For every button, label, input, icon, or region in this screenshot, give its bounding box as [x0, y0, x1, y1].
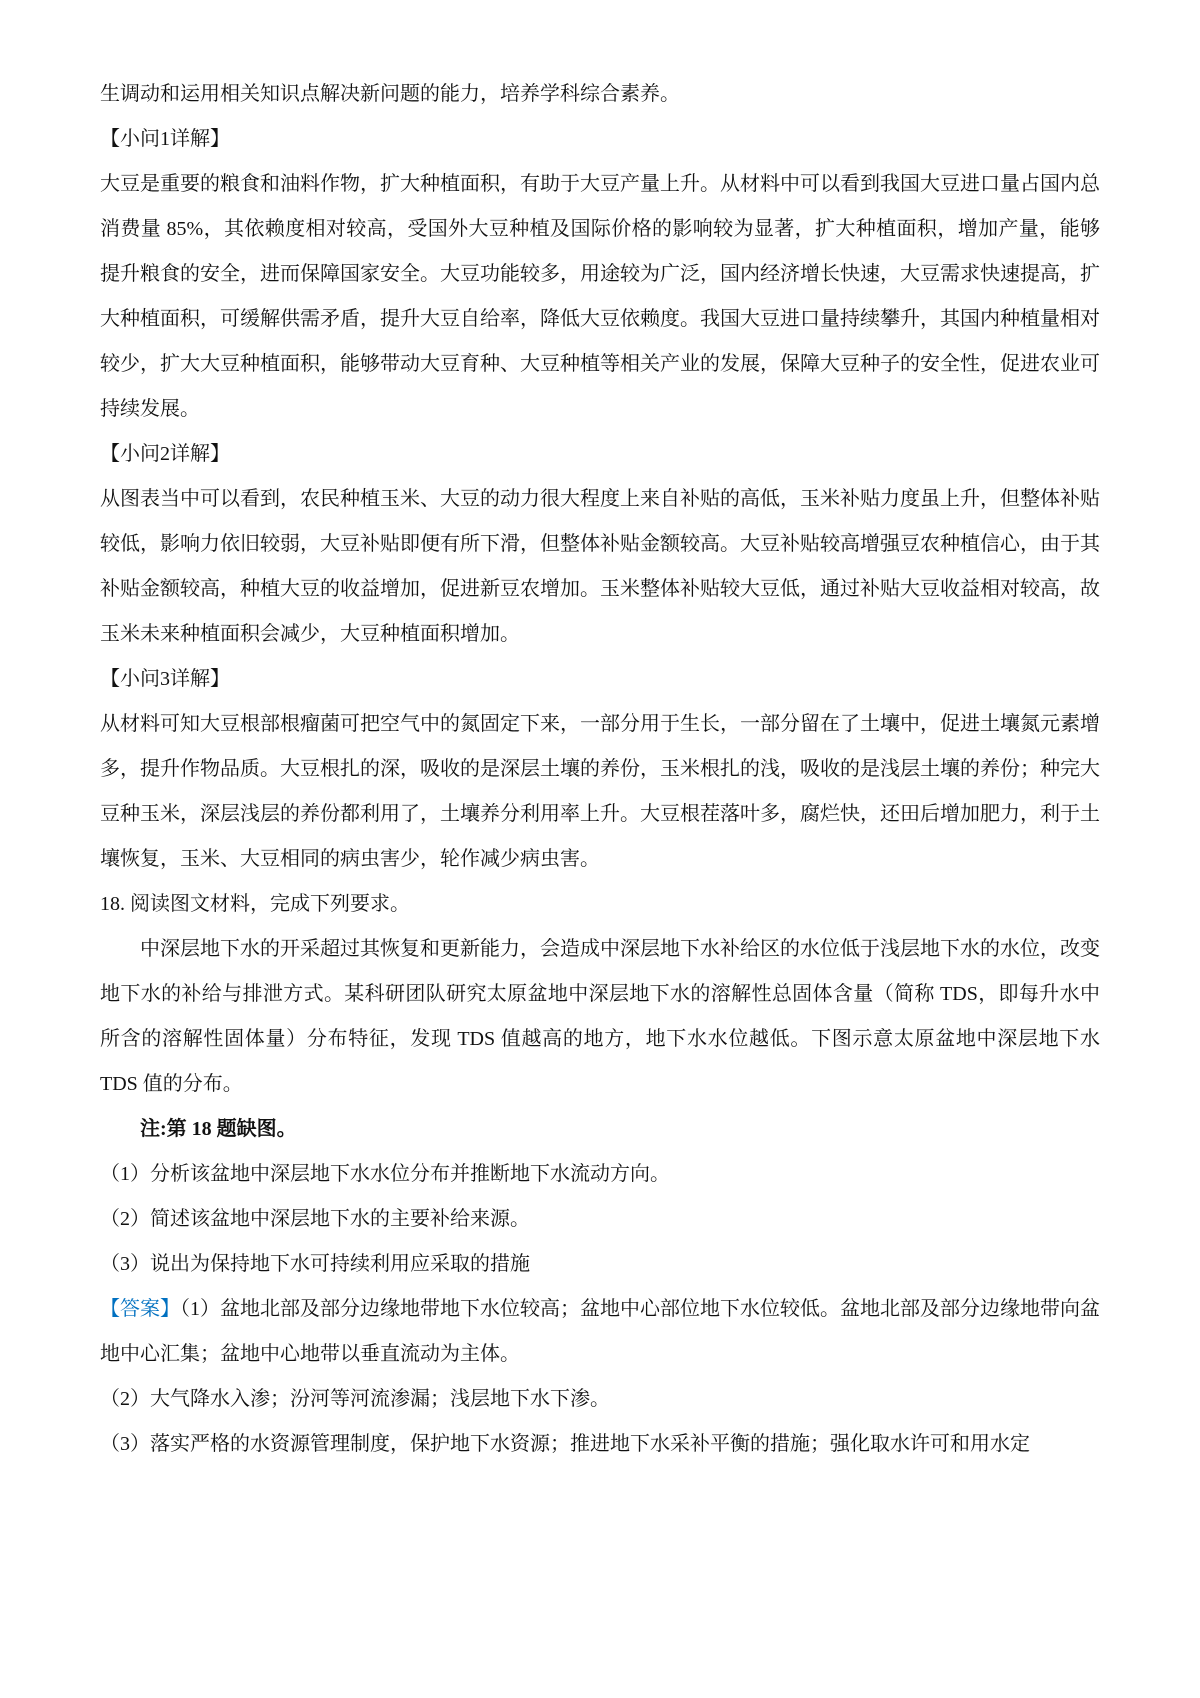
question-18-material: 中深层地下水的开采超过其恢复和更新能力，会造成中深层地下水补给区的水位低于浅层地下水的水位，改变地下水的补给与排泄方式。某科研团队研究太原盆地中深层地下水的溶解性总固体含量（简称 TDS，即每升水中所含的溶解性固体量）分布特征，发现 TDS 值越高的地方，地下水水位越低。下图示意太原盆地中深层地下水 TDS 值的分布。 [100, 938, 1100, 1095]
subquestion1-detail-body: 大豆是重要的粮食和油料作物，扩大种植面积，有助于大豆产量上升。从材料中可以看到我国大豆进口量占国内总消费量 85%，其依赖度相对较高，受国外大豆种植及国际价格的影响较为显著，扩大种植面积，增加产量，能够提升粮食的安全，进而保障国家安全。大豆功能较多，用途较为广泛，国内经济增长快速，大豆需求快速提高，扩大种植面积，可缓解供需矛盾，提升大豆自给率，降低大豆依赖度。我国大豆进口量持续攀升，其国内种植量相对较少，扩大大豆种植面积，能够带动大豆育种、大豆种植等相关产业的发展，保障大豆种子的安全性，促进农业可持续发展。 [100, 173, 1100, 420]
question-18-stem: 18. 阅读图文材料，完成下列要求。 [100, 893, 410, 915]
question-18-subquestion-3: （3）说出为保持地下水可持续利用应采取的措施 [100, 1253, 530, 1275]
continuation-text: 生调动和运用相关知识点解决新问题的能力，培养学科综合素养。 [100, 83, 680, 105]
answer-paragraph-1 [100, 1287, 1100, 1377]
question-18-subquestion-1: （1）分析该盆地中深层地下水水位分布并推断地下水流动方向。 [100, 1163, 670, 1185]
subquestion2-detail-body: 从图表当中可以看到，农民种植玉米、大豆的动力很大程度上来自补贴的高低，玉米补贴力度虽上升，但整体补贴较低，影响力依旧较弱，大豆补贴即便有所下滑，但整体补贴金额较高。大豆补贴较高增强豆农种植信心，由于其补贴金额较高，种植大豆的收益增加，促进新豆农增加。玉米整体补贴较大豆低，通过补贴大豆收益相对较高，故玉米未来种植面积会减少，大豆种植面积增加。 [100, 488, 1100, 645]
subquestion1-detail-heading: 【小问1详解】 [100, 128, 230, 150]
subquestion3-detail-body: 从材料可知大豆根部根瘤菌可把空气中的氮固定下来，一部分用于生长，一部分留在了土壤中，促进土壤氮元素增多，提升作物品质。大豆根扎的深，吸收的是深层土壤的养份，玉米根扎的浅，吸收的是浅层土壤的养份；种完大豆种玉米，深层浅层的养份都利用了，土壤养分利用率上升。大豆根茬落叶多，腐烂快，还田后增加肥力，利于土壤恢复，玉米、大豆相同的病虫害少，轮作减少病虫害。 [100, 713, 1100, 870]
answer-paragraph-3: （3）落实严格的水资源管理制度，保护地下水资源；推进地下水采补平衡的措施；强化取水许可和用水定 [100, 1433, 1030, 1455]
answer-label: 【答案】 [100, 1298, 180, 1320]
subquestion3-detail-heading: 【小问3详解】 [100, 668, 230, 690]
question-18-subquestion-2: （2）简述该盆地中深层地下水的主要补给来源。 [100, 1208, 530, 1230]
subquestion2-detail-heading: 【小问2详解】 [100, 443, 230, 465]
answer-part-1-text: （1）盆地北部及部分边缘地带地下水位较高；盆地中心部位地下水位较低。盆地北部及部分边缘地带向盆地中心汇集；盆地中心地带以垂直流动为主体。 [100, 1298, 1100, 1365]
missing-figure-note: 注:第 18 题缺图。 [140, 1118, 297, 1140]
answer-paragraph-2: （2）大气降水入渗；汾河等河流渗漏；浅层地下水下渗。 [100, 1388, 610, 1410]
